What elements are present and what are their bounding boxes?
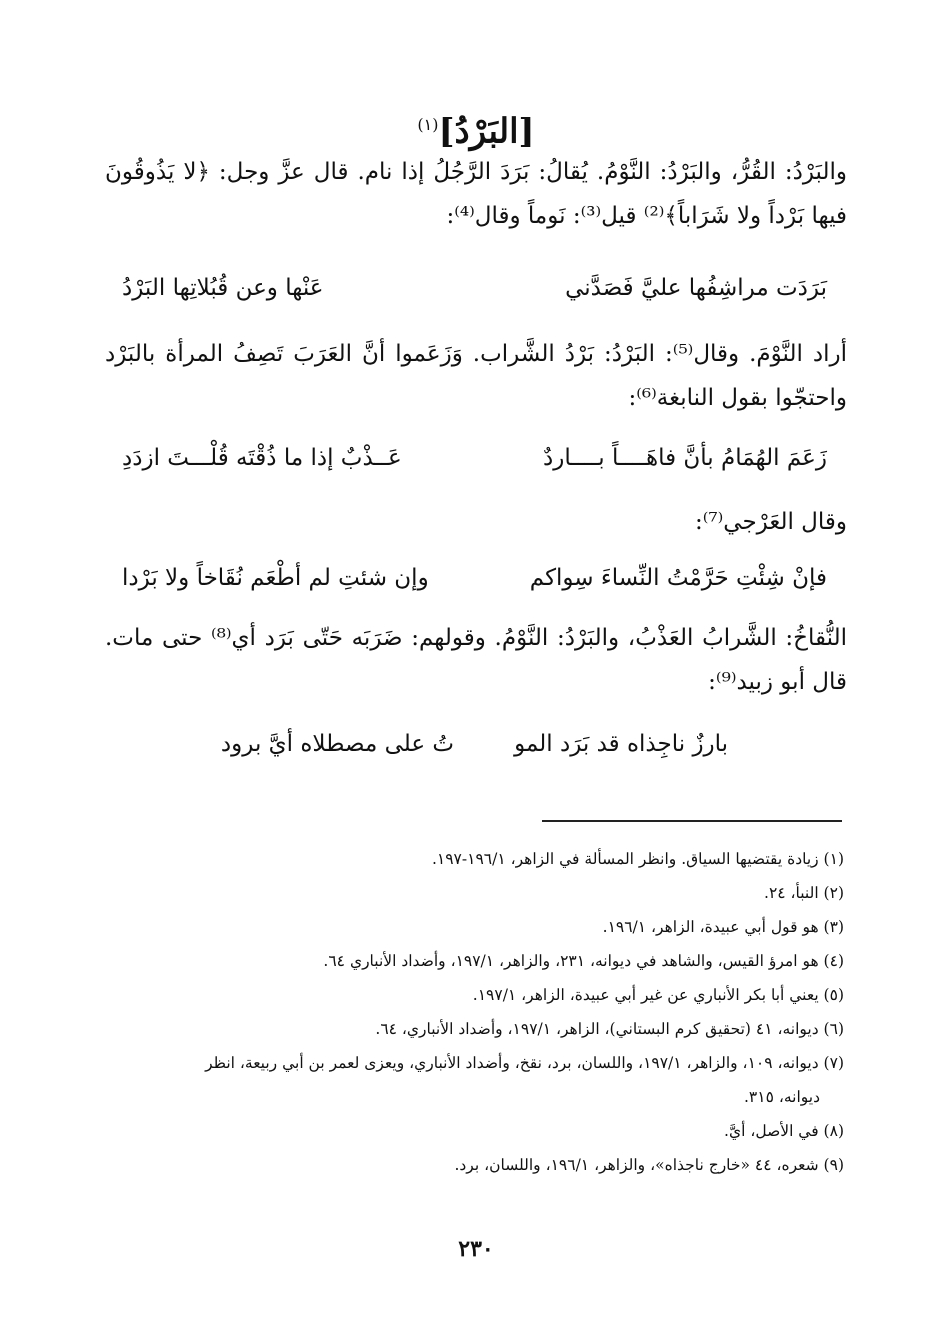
paragraph-1: والبَرْدُ: القُرُّ، والبَرْدُ: النَّوْمُ. يُقالُ: بَرَدَ الرَّجُلُ إذا نام. قال عزَّ وجل: ﴿لا يَذُوقُونَ فيها بَرْداً ولا شَرَاباً﴾⁽²⁾ قيل⁽³⁾: نَوماً وقال⁽⁴⁾: [105,159,847,229]
verse-3-first-hemistich: فإنْ شِئْتِ حَرَّمْتُ النِّساءَ سِواكم [529,565,827,591]
entry-heading [0,100,952,156]
footnote-7: (٧) ديوانه، ١٠٩، والزاهر، ١٩٧/١، واللسان، برد، نقخ، وأضداد الأنباري، ويعزى لعمر بن أبي ربيعة، انظر [205,1054,844,1072]
verse-2-first-hemistich: زَعَمَ الهُمَامُ بأنَّ فاهَــــاً بــــاردٌ [542,445,827,471]
entry-title: [البَرْدُ] [438,111,535,152]
footnote-separator [542,820,842,822]
footnote-3: (٣) هو قول أبي عبيدة، الزاهر، ١٩٦/١. [602,918,844,936]
verse-4-first-hemistich: بارزٌ ناجِذاه قد بَرَد المو [514,731,729,757]
verse-1 [122,266,827,310]
verse-2 [122,436,827,480]
footnote-2: (٢) النبأ، ٢٤. [764,884,844,902]
heading-note-ref: (١) [417,115,439,134]
footnote-7-continuation: ديوانه، ٣١٥. [743,1088,820,1106]
verse-3-second-hemistich: وإن شئتِ لم أطْعَم نُقَاخاً ولا بَرْدا [122,565,429,591]
page-number: ٢٣٠ [458,1236,494,1262]
footnote-6: (٦) ديوانه، ٤١ (تحقيق كرم البستاني)، الزاهر، ١٩٧/١، وأضداد الأنباري، ٦٤. [375,1020,844,1038]
paragraph-2: أراد النَّوْمَ. وقال⁽⁵⁾: البَرْدُ: بَرْدُ الشَّراب. وَزَعَموا أنَّ العَرَبَ تَصِفُ المرأة بالبَرْد واحتجّوا بقول النابغة⁽⁶⁾: [105,341,848,411]
paragraph-4: النُّقاخُ: الشَّرابُ العَذْبُ، والبَرْدُ: النَّوْمُ. وقولهم: ضَرَبَه حَتّى بَرَد أي⁽⁸⁾ حتى مات. قال أبو زبيد⁽⁹⁾: [105,625,848,695]
verse-4 [122,722,827,766]
verse-1-second-hemistich: عَنْها وعن قُبُلاتِها البَرْدُ [122,275,324,301]
verse-2-second-hemistich: عَــذْبٌ إذا ما ذُقْتَه قُلْـــتَ ازدَدِ [122,445,402,471]
footnote-9: (٩) شعره، ٤٤ «خارج ناجذاه»، والزاهر، ١٩٦/١، واللسان، برد. [454,1156,844,1174]
verse-4-second-hemistich: تُ على مصطلاه أيَّ برود [220,731,455,757]
footnote-5: (٥) يعني أبا بكر الأنباري عن غير أبي عبيدة، الزاهر، ١٩٧/١. [472,986,844,1004]
footnote-4: (٤) هو امرؤ القيس، والشاهد في ديوانه، ٢٣١، والزاهر، ١٩٧/١، وأضداد الأنباري ٦٤. [323,952,844,970]
footnote-1: (١) زيادة يقتضيها السياق. وانظر المسألة في الزاهر، ١٩٦/١-١٩٧. [431,850,844,868]
footnotes-list [109,842,844,1182]
paragraph-3: وقال العَرْجي⁽⁷⁾: [695,509,847,535]
footnote-8: (٨) في الأصل، أيَّ. [724,1122,844,1140]
verse-3 [122,556,827,600]
verse-1-first-hemistich: بَرَدَت مراشِفُها عليَّ فَصَدَّني [565,275,827,301]
